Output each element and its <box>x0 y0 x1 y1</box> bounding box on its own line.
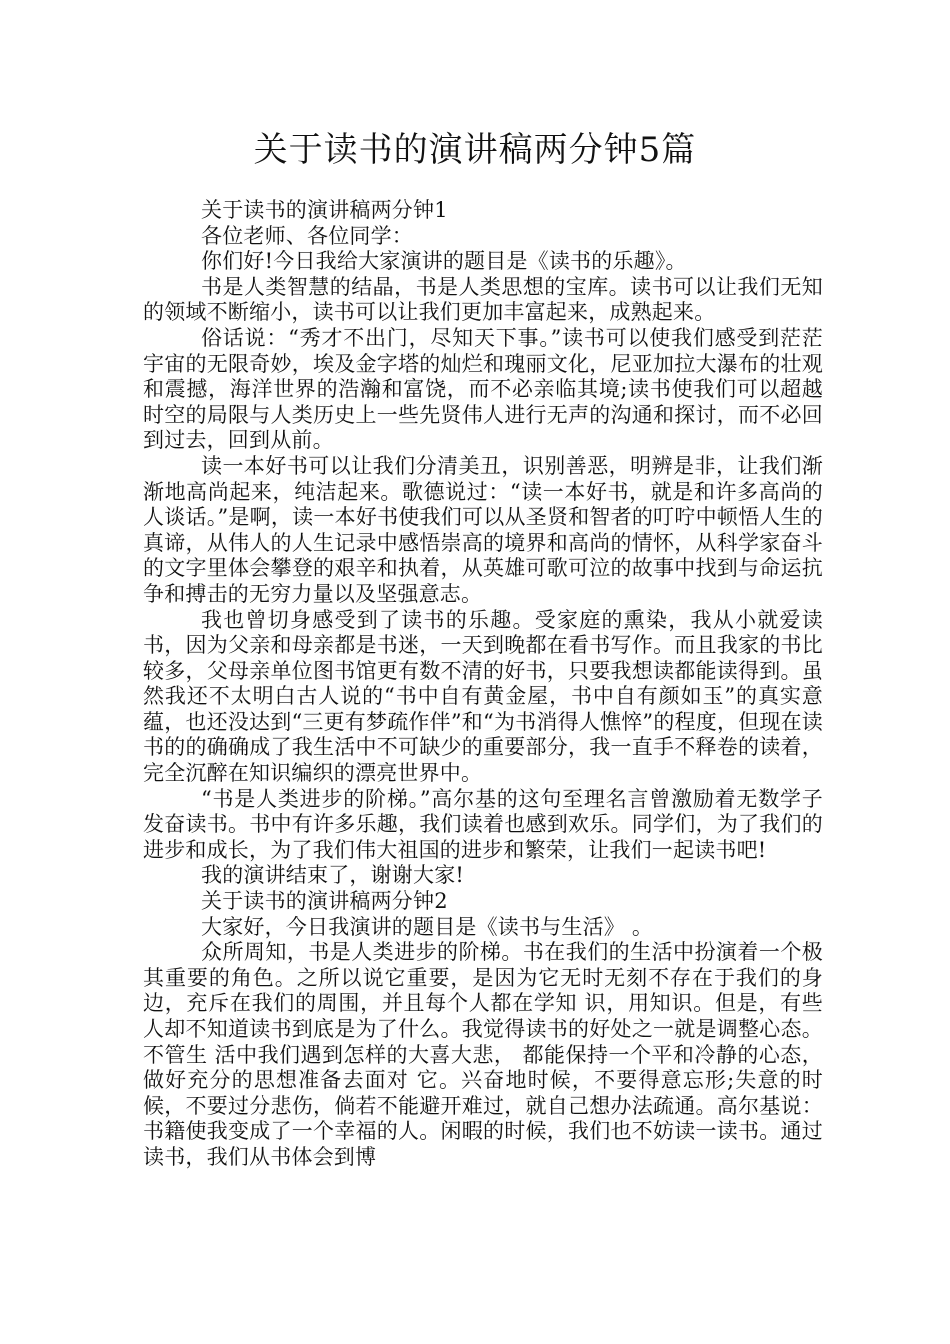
paragraph: 俗话说：“秀才不出门，尽知天下事。”读书可以使我们感受到茫茫宇宙的无限奇妙，埃及金字塔的灿烂和瑰丽文化，尼亚加拉大瀑布的壮观和震撼，海洋世界的浩瀚和富饶，而不必亲临其境;读书使我们可以超越时空的局限与人类历史上一些先贤伟人进行无声的沟通和探讨，而不必回到过去，回到从前。 <box>143 325 823 453</box>
paragraph: 读一本好书可以让我们分清美丑，识别善恶，明辨是非，让我们渐渐地高尚起来，纯洁起来。歌德说过：“读一本好书，就是和许多高尚的人谈话。”是啊，读一本好书使我们可以从圣贤和智者的叮咛中顿悟人生的真谛，从伟人的人生记录中感悟崇高的境界和高尚的情怀，从科学家奋斗的文字里体会攀登的艰辛和执着，从英雄可歌可泣的故事中找到与命运抗争和搏击的无穷力量以及坚强意志。 <box>143 453 823 606</box>
paragraph: 众所周知，书是人类进步的阶梯。书在我们的生活中扮演着一个极其重要的角色。之所以说它重要，是因为它无时无刻不存在于我们的身边，充斥在我们的周围，并且每个人都在学知 识，用知识。但是，有些人却不知道读书到底是为了什么。我觉得读书的好处之一就是调整心态。不管生 活中我们遇到怎样的大喜大悲， 都能保持一个平和冷静的心态，做好充分的思想准备去面对 它。兴奋地时候，不要得意忘形;失意的时候，不要过分悲伤，倘若不能避开难过，就自己想办法疏通。高尔基说：书籍使我变成了一个幸福的人。闲暇的时候，我们也不妨读一读书。通过读书，我们从书体会到博 <box>143 940 823 1169</box>
paragraph: 我的演讲结束了，谢谢大家! <box>201 863 465 888</box>
paragraph: 各位老师、各位同学： <box>201 223 413 248</box>
document-body <box>143 198 823 1171</box>
paragraph: “书是人类进步的阶梯。”高尔基的这句至理名言曾激励着无数学子发奋读书。书中有许多乐趣，我们读着也感到欢乐。同学们，为了我们的进步和成长，为了我们伟大祖国的进步和繁荣，让我们一起读书吧! <box>143 786 823 862</box>
paragraph: 你们好!今日我给大家演讲的题目是《读书的乐趣》。 <box>201 249 687 274</box>
paragraph: 关于读书的演讲稿两分钟2 <box>201 889 448 914</box>
paragraph: 书是人类智慧的结晶，书是人类思想的宝库。读书可以让我们无知的领域不断缩小，读书可以让我们更加丰富起来，成熟起来。 <box>143 274 823 325</box>
paragraph: 大家好，今日我演讲的题目是《读书与生活》 。 <box>201 914 654 939</box>
document-title: 关于读书的演讲稿两分钟5篇 <box>253 130 697 170</box>
paragraph: 我也曾切身感受到了读书的乐趣。受家庭的熏染，我从小就爱读书，因为父亲和母亲都是书迷，一天到晚都在看书写作。而且我家的书比较多，父母亲单位图书馆更有数不清的好书，只要我想读都能读得到。虽然我还不太明白古人说的“书中自有黄金屋，书中自有颜如玉”的真实意蕴，也还没达到“三更有梦疏作伴”和“为书消得人憔悴”的程度，但现在读书的的确确成了我生活中不可缺少的重要部分，我一直手不释卷的读着，完全沉醉在知识编织的漂亮世界中。 <box>143 607 823 786</box>
paragraph: 关于读书的演讲稿两分钟1 <box>201 198 448 222</box>
